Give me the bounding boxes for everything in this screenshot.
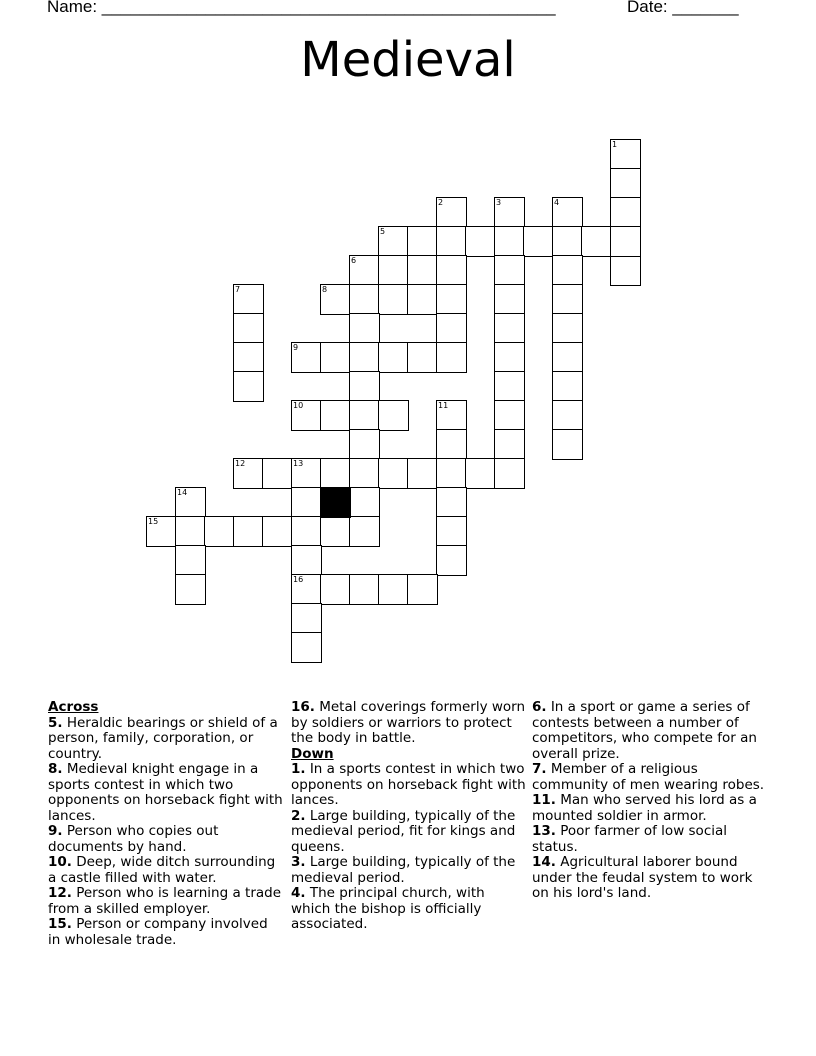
grid-cell[interactable]	[291, 545, 322, 576]
grid-cell[interactable]	[494, 458, 525, 489]
grid-cell[interactable]	[349, 342, 380, 373]
down-heading: Down	[291, 745, 334, 762]
clue-number-8: 8	[322, 284, 328, 294]
clue-down-13: 13. Poor farmer of low social status.	[532, 823, 728, 855]
clue-across-10: 10. Deep, wide ditch surrounding a castle filled with water.	[48, 854, 276, 886]
grid-cell[interactable]	[436, 284, 467, 315]
grid-cell[interactable]	[320, 574, 351, 605]
grid-cell[interactable]	[523, 226, 554, 257]
grid-cell[interactable]	[378, 342, 409, 373]
clue-across-8: 8. Medieval knight engage in a sports contest in which two opponents on horseback fight with lances.	[48, 761, 283, 824]
clue-number-12: 12	[235, 458, 246, 468]
grid-cell[interactable]	[291, 400, 322, 431]
name-field-label: Name: ________________________________________________	[47, 0, 556, 16]
grid-cell[interactable]	[291, 516, 322, 547]
grid-cell[interactable]	[436, 255, 467, 286]
grid-cell[interactable]	[552, 371, 583, 402]
grid-cell[interactable]	[436, 545, 467, 576]
clue-down-4: 4. The principal church, with which the bishop is officially associated.	[291, 885, 485, 932]
clue-across-15: 15. Person or company involved in wholesale trade.	[48, 916, 268, 948]
grid-cell[interactable]	[320, 284, 351, 315]
clue-down-3: 3. Large building, typically of the medieval period.	[291, 854, 516, 886]
grid-cell[interactable]	[349, 487, 380, 518]
grid-cell[interactable]	[233, 516, 264, 547]
grid-cell[interactable]	[291, 342, 322, 373]
grid-cell[interactable]	[436, 342, 467, 373]
grid-cell[interactable]	[291, 574, 322, 605]
grid-cell[interactable]	[552, 429, 583, 460]
grid-cell[interactable]	[320, 458, 351, 489]
grid-cell[interactable]	[349, 429, 380, 460]
grid-cell[interactable]	[407, 255, 438, 286]
grid-cell[interactable]	[349, 516, 380, 547]
clue-across-5: 5. Heraldic bearings or shield of a person, family, corporation, or country.	[48, 714, 278, 762]
grid-cell[interactable]	[552, 342, 583, 373]
grid-cell[interactable]	[552, 226, 583, 257]
grid-cell[interactable]	[233, 284, 264, 315]
clue-down-1: 1. In a sports contest in which two opponents on horseback fight with lances.	[291, 761, 526, 808]
grid-cell[interactable]	[291, 458, 322, 489]
grid-cell[interactable]	[610, 226, 641, 257]
grid-block-cell	[320, 487, 351, 518]
grid-cell[interactable]	[581, 226, 612, 257]
grid-cell[interactable]	[407, 226, 438, 257]
clue-across-9: 9. Person who copies out documents by hand.	[48, 823, 219, 855]
grid-cell[interactable]	[349, 458, 380, 489]
grid-cell[interactable]	[436, 313, 467, 344]
clue-number-6: 6	[351, 255, 357, 265]
grid-cell[interactable]	[436, 458, 467, 489]
grid-cell[interactable]	[552, 400, 583, 431]
grid-cell[interactable]	[146, 516, 177, 547]
grid-cell[interactable]	[349, 400, 380, 431]
grid-cell[interactable]	[349, 313, 380, 344]
grid-cell[interactable]	[436, 487, 467, 518]
grid-cell[interactable]	[378, 458, 409, 489]
grid-cell[interactable]	[233, 342, 264, 373]
grid-cell[interactable]	[175, 545, 206, 576]
clue-number-5: 5	[380, 226, 386, 236]
grid-cell[interactable]	[378, 400, 409, 431]
clue-down-6: 6. In a sport or game a series of contests between a number of competitors, who compete for an overall prize.	[532, 699, 757, 762]
grid-cell[interactable]	[320, 516, 351, 547]
across-heading: Across	[48, 699, 99, 715]
grid-cell[interactable]	[494, 371, 525, 402]
grid-cell[interactable]	[610, 139, 641, 170]
clue-across-16: 16. Metal coverings formerly worn by soldiers or warriors to protect the body in battle.	[291, 699, 526, 746]
grid-cell[interactable]	[349, 255, 380, 286]
grid-cell[interactable]	[610, 255, 641, 286]
grid-cell[interactable]	[465, 226, 496, 257]
grid-cell[interactable]	[233, 371, 264, 402]
grid-cell[interactable]	[407, 284, 438, 315]
grid-cell[interactable]	[262, 458, 293, 489]
grid-cell[interactable]	[436, 197, 467, 228]
grid-cell[interactable]	[552, 313, 583, 344]
grid-cell[interactable]	[291, 603, 322, 634]
grid-cell[interactable]	[436, 429, 467, 460]
grid-cell[interactable]	[378, 226, 409, 257]
clues-column-2	[291, 700, 527, 933]
clue-number-11: 11	[438, 400, 449, 410]
grid-cell[interactable]	[494, 284, 525, 315]
clue-number-15: 15	[148, 516, 159, 526]
grid-cell[interactable]	[262, 516, 293, 547]
clue-number-4: 4	[554, 197, 560, 207]
grid-cell[interactable]	[204, 516, 235, 547]
date-field-label: Date: _______	[627, 0, 739, 16]
grid-cell[interactable]	[494, 197, 525, 228]
grid-cell[interactable]	[320, 400, 351, 431]
grid-cell[interactable]	[349, 371, 380, 402]
grid-cell[interactable]	[349, 574, 380, 605]
clue-number-7: 7	[235, 284, 241, 294]
grid-cell[interactable]	[407, 458, 438, 489]
clue-down-7: 7. Member of a religious community of men wearing robes.	[532, 761, 765, 793]
grid-cell[interactable]	[407, 342, 438, 373]
clue-number-9: 9	[293, 342, 299, 352]
grid-cell[interactable]	[407, 574, 438, 605]
grid-cell[interactable]	[436, 516, 467, 547]
grid-cell[interactable]	[552, 197, 583, 228]
clue-number-10: 10	[293, 400, 304, 410]
grid-cell[interactable]	[494, 255, 525, 286]
clue-down-2: 2. Large building, typically of the medieval period, fit for kings and queens.	[291, 807, 516, 855]
grid-cell[interactable]	[436, 400, 467, 431]
grid-cell[interactable]	[494, 400, 525, 431]
grid-cell[interactable]	[378, 574, 409, 605]
clue-number-2: 2	[438, 197, 444, 207]
clues-column-3	[532, 700, 768, 902]
grid-cell[interactable]	[378, 255, 409, 286]
clue-down-11: 11. Man who served his lord as a mounted soldier in armor.	[532, 792, 757, 824]
grid-cell[interactable]	[378, 284, 409, 315]
clue-number-16: 16	[293, 574, 304, 584]
grid-cell[interactable]	[610, 168, 641, 199]
grid-cell[interactable]	[291, 487, 322, 518]
grid-cell[interactable]	[320, 342, 351, 373]
clue-number-3: 3	[496, 197, 502, 207]
grid-cell[interactable]	[291, 632, 322, 663]
puzzle-title: Medieval	[300, 32, 516, 88]
grid-cell[interactable]	[494, 342, 525, 373]
grid-cell[interactable]	[610, 197, 641, 228]
grid-cell[interactable]	[552, 255, 583, 286]
grid-cell[interactable]	[552, 284, 583, 315]
grid-cell[interactable]	[349, 284, 380, 315]
grid-cell[interactable]	[233, 313, 264, 344]
clue-down-14: 14. Agricultural laborer bound under the feudal system to work on his lord's land.	[532, 854, 753, 901]
clue-across-12: 12. Person who is learning a trade from a skilled employer.	[48, 885, 282, 917]
grid-cell[interactable]	[233, 458, 264, 489]
grid-cell[interactable]	[175, 487, 206, 518]
grid-cell[interactable]	[494, 226, 525, 257]
clues-column-1	[48, 700, 284, 948]
grid-cell[interactable]	[465, 458, 496, 489]
grid-cell[interactable]	[494, 429, 525, 460]
clue-number-14: 14	[177, 487, 188, 497]
grid-cell[interactable]	[436, 226, 467, 257]
clue-number-13: 13	[293, 458, 304, 468]
clue-number-1: 1	[612, 139, 618, 149]
grid-cell[interactable]	[175, 574, 206, 605]
grid-cell[interactable]	[175, 516, 206, 547]
grid-cell[interactable]	[494, 313, 525, 344]
